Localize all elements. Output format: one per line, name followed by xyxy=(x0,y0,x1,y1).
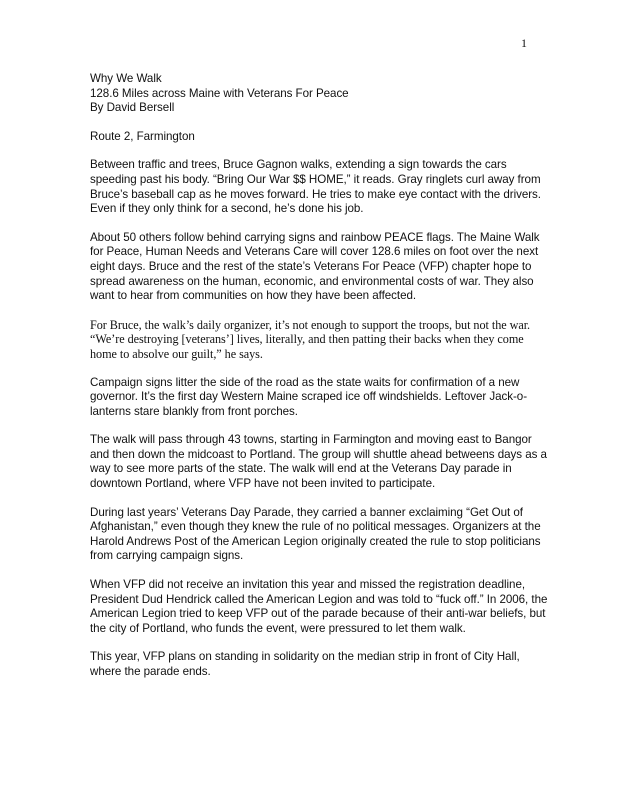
paragraph-7: When VFP did not receive an invitation this year and missed the registration deadline, President Dud Hendrick called the American Legion and was told to “fuck off.” In 2006, the American Legion tried to keep VFP out of the parade because of their anti-war beliefs, but the city of Portland, who funds the event, were pressured to let them walk. xyxy=(90,578,548,635)
article-subtitle: 128.6 Miles across Maine with Veterans For Peace xyxy=(90,86,349,100)
article-title: Why We Walk xyxy=(90,72,162,85)
paragraph-1: Between traffic and trees, Bruce Gagnon walks, extending a sign towards the cars speeding past his body. “Bring Our War $$ HOME,” it reads. Gray ringlets curl away from Bruce’s baseball cap as he moves forward. He tries to make eye contact with the drivers. Even if they only think for a second, he’s done his job. xyxy=(90,158,541,216)
page-number: 1 xyxy=(521,36,527,50)
dateline-location: Route 2, Farmington xyxy=(90,129,195,143)
paragraph-4: Campaign signs litter the side of the road as the state waits for confirmation of a new governor. It’s the first day Western Maine scraped ice off windshields. Leftover Jack-o-lanterns stare blankly from front porches. xyxy=(90,375,528,418)
paragraph-2: About 50 others follow behind carrying signs and rainbow PEACE flags. The Maine Walk for Peace, Human Needs and Veterans Care will cover 128.6 miles on foot over the next eight days. Bruce and the rest of the state’s Veterans For Peace (VFP) chapter hope to spread awareness on the human, economic, and environmental costs of war. They also want to hear from communities on how they have been affected. xyxy=(90,230,540,303)
paragraph-3: For Bruce, the walk’s daily organizer, it’s not enough to support the troops, but not the war. “We’re destroying [veterans’] lives, literally, and then patting their backs when they come home to absolve our guilt,” he says. xyxy=(90,317,531,361)
paragraph-5: The walk will pass through 43 towns, starting in Farmington and moving east to Bangor and then down the midcoast to Portland. The group will shuttle ahead betweens days as a way to see more parts of the state. The walk will end at the Veterans Day parade in downtown Portland, where VFP have not been invited to participate. xyxy=(90,433,547,491)
paragraph-8: This year, VFP plans on standing in solidarity on the median strip in front of City Hall, where the parade ends. xyxy=(90,650,520,678)
article-byline: By David Bersell xyxy=(90,101,175,115)
article-body xyxy=(90,72,550,680)
paragraph-6: During last years’ Veterans Day Parade, they carried a banner exclaiming “Get Out of Afghanistan,” even though they knew the rule of no political messages. Organizers at the Harold Andrews Post of the American Legion originally created the rule to stop politicians from carrying campaign signs. xyxy=(90,505,541,563)
